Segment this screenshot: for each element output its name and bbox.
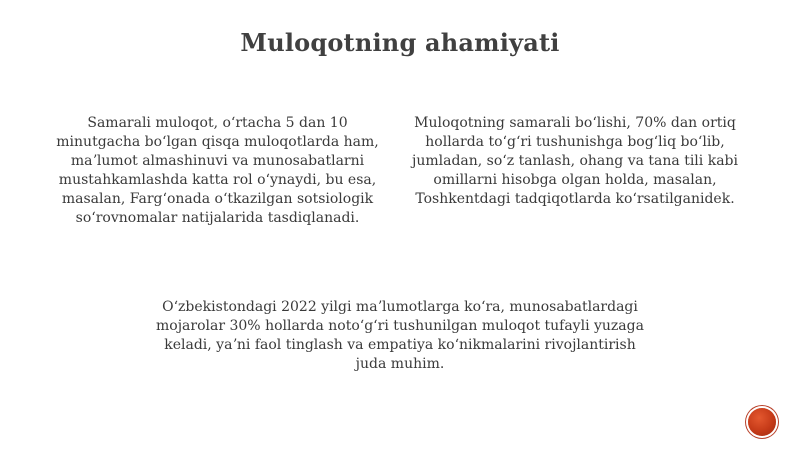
- paragraph-right: Muloqotning samarali boʻlishi, 70% dan ortiq hollarda toʻgʻri tushunishga bogʻliq boʻlib, jumladan, soʻz tanlash, ohang va tana tili kabi omillarni hisobga olgan holda, masalan, Toshkentdagi tadqiqotlarda koʻrsatilganidek.: [412, 115, 738, 207]
- circle-button-icon[interactable]: [748, 408, 776, 436]
- slide-title: Muloqotning ahamiyati: [240, 28, 560, 57]
- paragraph-left: Samarali muloqot, oʻrtacha 5 dan 10 minutgacha boʻlgan qisqa muloqotlarda ham, maʼlumot almashinuvi va munosabatlarni mustahkamlashda katta rol oʻynaydi, bu esa, masalan, Fargʻonada oʻtkazilgan sotsiologik soʻrovnomalar natijalarida tasdiqlanadi.: [56, 115, 379, 226]
- paragraph-bottom: Oʻzbekistondagi 2022 yilgi maʼlumotlarga koʻra, munosabatlardagi mojarolar 30% hollarda notoʻgʻri tushunilgan muloqot tufayli yuzaga keladi, yaʼni faol tinglash va empatiya koʻnikmalarini rivojlantirish juda muhim.: [156, 299, 644, 372]
